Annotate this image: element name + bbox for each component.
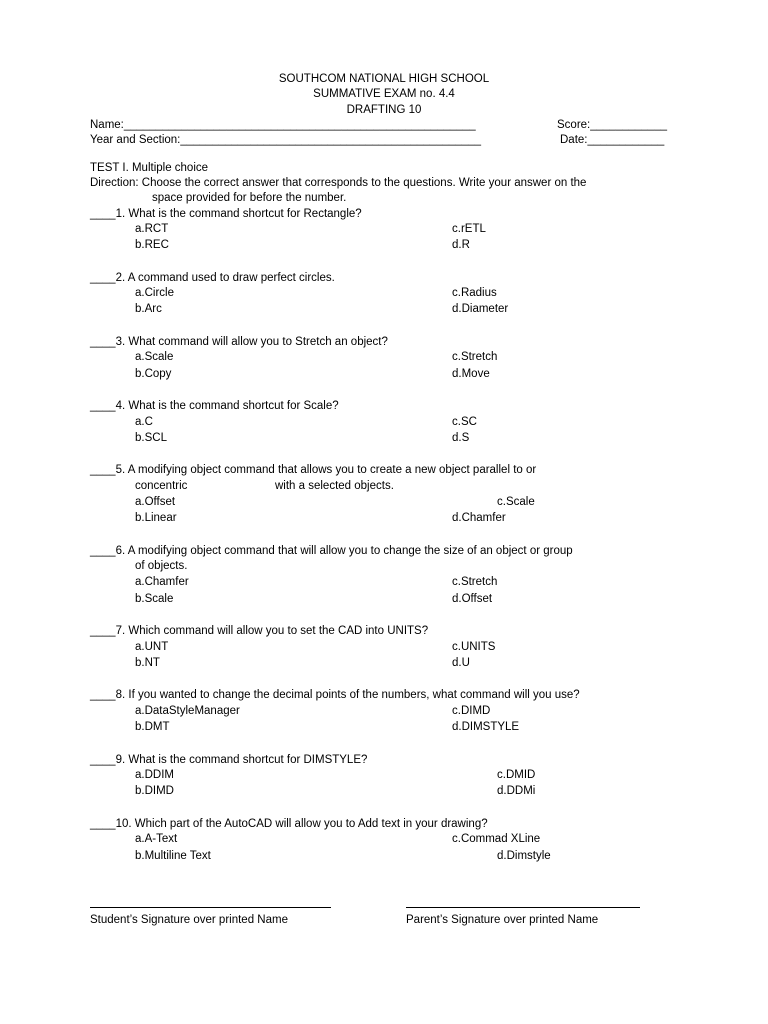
q10-option-a: a.A-Text	[135, 833, 178, 845]
q9-option-b: b.DIMD	[135, 785, 174, 797]
q5-option-c: c.Scale	[497, 496, 535, 508]
q8-option-d: d.DIMSTYLE	[452, 721, 520, 733]
student-signature-line	[90, 907, 331, 908]
date-field: Date:____________	[560, 134, 665, 146]
q5-option-a: a.Offset	[135, 496, 176, 508]
question-2: ____2. A command used to draw perfect circles.	[90, 272, 335, 284]
q1-option-d: d.R	[452, 239, 470, 251]
question-8: ____8. If you wanted to change the decimal points of the numbers, what command will you use?	[90, 689, 580, 701]
parent-signature-label: Parent’s Signature over printed Name	[406, 914, 599, 926]
question-6-continued: of objects.	[135, 560, 188, 572]
q7-option-c: c.UNITS	[452, 641, 496, 653]
q6-option-b: b.Scale	[135, 593, 174, 605]
q1-option-b: b.REC	[135, 239, 169, 251]
question-7: ____7. Which command will allow you to set the CAD into UNITS?	[90, 625, 429, 637]
q4-option-a: a.C	[135, 416, 153, 428]
q2-option-a: a.Circle	[135, 287, 174, 299]
question-6: ____6. A modifying object command that will allow you to change the size of an object or group	[90, 545, 573, 557]
q8-option-a: a.DataStyleManager	[135, 705, 240, 717]
q6-option-d: d.Offset	[452, 593, 493, 605]
question-5-continued-b: with a selected objects.	[275, 480, 394, 492]
question-5: ____5. A modifying object command that allows you to create a new object parallel to or	[90, 464, 537, 476]
q9-option-a: a.DDIM	[135, 769, 174, 781]
q6-option-a: a.Chamfer	[135, 576, 189, 588]
q5-option-b: b.Linear	[135, 512, 177, 524]
q10-option-d: d.Dimstyle	[497, 850, 551, 862]
q2-option-d: d.Diameter	[452, 303, 509, 315]
question-1: ____1. What is the command shortcut for Rectangle?	[90, 208, 362, 220]
q8-option-c: c.DIMD	[452, 705, 491, 717]
q1-option-a: a.RCT	[135, 223, 169, 235]
q6-option-c: c.Stretch	[452, 576, 498, 588]
year-section-field: Year and Section:_______________________________________________	[90, 134, 481, 146]
q7-option-b: b.NT	[135, 657, 160, 669]
q2-option-b: b.Arc	[135, 303, 162, 315]
q7-option-a: a.UNT	[135, 641, 169, 653]
q1-option-c: c.rETL	[452, 223, 486, 235]
score-field: Score:____________	[557, 119, 667, 131]
direction-line-2: space provided for before the number.	[152, 192, 347, 204]
school-name: SOUTHCOM NATIONAL HIGH SCHOOL	[278, 73, 490, 85]
q5-option-d: d.Chamfer	[452, 512, 506, 524]
student-signature-label: Student’s Signature over printed Name	[90, 914, 288, 926]
q8-option-b: b.DMT	[135, 721, 170, 733]
q10-option-b: b.Multiline Text	[135, 850, 211, 862]
q3-option-d: d.Move	[452, 368, 490, 380]
question-3: ____3. What command will allow you to Stretch an object?	[90, 336, 388, 348]
parent-signature-line	[406, 907, 640, 908]
name-field: Name:_______________________________________________________	[90, 119, 476, 131]
question-10: ____10. Which part of the AutoCAD will allow you to Add text in your drawing?	[90, 818, 488, 830]
q3-option-a: a.Scale	[135, 351, 174, 363]
exam-title: SUMMATIVE EXAM no. 4.4	[313, 88, 455, 100]
direction-line-1: Direction: Choose the correct answer that corresponds to the questions. Write your answer on the	[90, 177, 587, 189]
q10-option-c: c.Commad XLine	[452, 833, 541, 845]
subject-title: DRAFTING 10	[346, 104, 422, 116]
q4-option-b: b.SCL	[135, 432, 167, 444]
q9-option-d: d.DDMi	[497, 785, 536, 797]
q2-option-c: c.Radius	[452, 287, 497, 299]
q3-option-c: c.Stretch	[452, 351, 498, 363]
question-9: ____9. What is the command shortcut for DIMSTYLE?	[90, 754, 368, 766]
q4-option-c: c.SC	[452, 416, 477, 428]
q4-option-d: d.S	[452, 432, 470, 444]
test-title: TEST I. Multiple choice	[90, 162, 209, 174]
question-5-continued-a: concentric	[135, 480, 188, 492]
q3-option-b: b.Copy	[135, 368, 172, 380]
question-4: ____4. What is the command shortcut for Scale?	[90, 400, 339, 412]
q7-option-d: d.U	[452, 657, 470, 669]
q9-option-c: c.DMID	[497, 769, 536, 781]
